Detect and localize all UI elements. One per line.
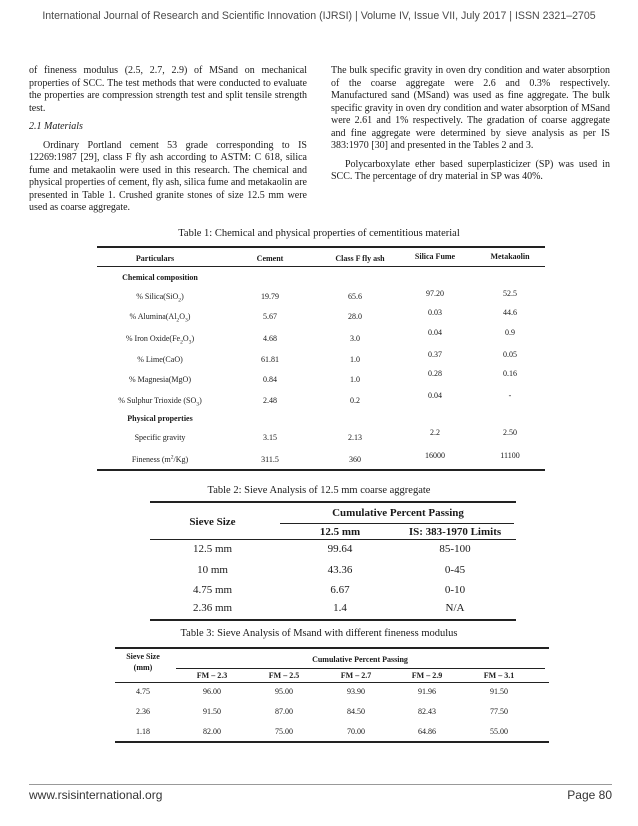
table3-header-unit: (mm)	[133, 663, 153, 672]
table1-header-flyash: Class F fly ash	[335, 254, 385, 263]
table3-cell: 64.86	[418, 727, 436, 736]
table1-cell: 52.5	[503, 289, 517, 298]
table2-cell: 12.5 mm	[192, 543, 233, 555]
table1-header-particulars: Particulars	[135, 254, 175, 263]
table1-row-label: % Sulphur Trioxide $(SO_3)$	[118, 396, 202, 408]
table1-row-label: % Iron $Oxide(Fe_2O_3)$	[125, 334, 195, 346]
table3-cell: 70.00	[347, 727, 365, 736]
table1-cell: 4.68	[263, 334, 277, 343]
table3-cell: 82.00	[203, 727, 221, 736]
table2-cell: 85-100	[439, 543, 471, 555]
table3-cell: 87.00	[275, 707, 293, 716]
table1-cell: 0.37	[428, 350, 442, 359]
table3-top-rule	[115, 647, 549, 649]
left-paragraph-1: of fineness modulus (2.5, 2.7, 2.9) of MSand on mechanical properties of SCC. The test methods that were conducted to evaluate the properties are compression strength test and split tensile strength test.	[29, 65, 307, 114]
table2-cell: 6.67	[330, 584, 350, 596]
table1-header-metakaolin: Metakaolin	[490, 252, 530, 261]
table3-cell: 95.00	[275, 687, 293, 696]
table3-header-fm-2-9: FM – 2.9	[411, 671, 443, 680]
table3-header-sieve-size: Sieve Size	[126, 652, 160, 661]
table1-cell: 65.6	[348, 292, 362, 301]
running-header: International Journal of Research and Scientific Innovation (IJRSI) | Volume IV, Issue VII, July 2017 | ISSN 2321–2705	[42, 10, 596, 22]
table1-row-label: Specific gravity	[134, 433, 186, 442]
table1-cell: 311.5	[261, 455, 279, 464]
footer-rule	[29, 784, 612, 785]
table1-cell: 3.0	[350, 334, 360, 343]
table3-header-cumulative: Cumulative Percent Passing	[312, 655, 408, 664]
footer-website: www.rsisinternational.org	[29, 788, 163, 802]
table3-cell: 77.50	[490, 707, 508, 716]
table2-cell: 1.4	[333, 602, 347, 614]
table1-cell: 0.05	[503, 350, 517, 359]
table1-cell: 2.13	[348, 433, 362, 442]
table1-cell: 44.6	[503, 308, 517, 317]
table3-cell: 4.75	[136, 687, 150, 696]
table1-cell: 0.16	[503, 369, 517, 378]
table1-cell: 0.28	[428, 369, 442, 378]
table2-cell: 43.36	[327, 564, 353, 576]
table1-row-label: % $Alumina(Al_2O_3)$	[129, 312, 191, 324]
table1-cell: 0.04	[428, 391, 442, 400]
table1-row-label: % Magnesia(MgO)	[129, 375, 191, 384]
table1-cell: 0.2	[350, 396, 360, 405]
table1-cell: 2.2	[430, 428, 440, 437]
table2-cell: 0-10	[444, 584, 466, 596]
footer-page-number: Page 80	[567, 788, 612, 802]
table1-cell: 97.20	[426, 289, 444, 298]
table3-caption: Table 3: Sieve Analysis of Msand with different fineness modulus	[180, 628, 458, 639]
table1-cell: 19.79	[261, 292, 279, 301]
table1-cell: 28.0	[348, 312, 362, 321]
table2-cell: 0-45	[444, 564, 466, 576]
table2-caption: Table 2: Sieve Analysis of 12.5 mm coarse aggregate	[207, 485, 431, 496]
table3-cell: 93.90	[347, 687, 365, 696]
table1-group-chemical: Chemical composition	[122, 273, 198, 282]
table1-cell: 5.67	[263, 312, 277, 321]
table1-cell: 1.0	[350, 355, 360, 364]
table1-group-physical: Physical properties	[127, 414, 193, 423]
table3-cell: 1.18	[136, 727, 150, 736]
table1-header-cement: Cement	[256, 254, 284, 263]
table1-cell: 11100	[500, 451, 520, 460]
table3-header-fm-2-3: FM – 2.3	[196, 671, 228, 680]
table3-header-fm-2-7: FM – 2.7	[340, 671, 372, 680]
table1-cell: 0.03	[428, 308, 442, 317]
table2-header-sieve-size: Sieve Size	[189, 516, 236, 528]
table1-cell: 61.81	[261, 355, 279, 364]
table1-row-label: % Lime(CaO)	[137, 355, 183, 364]
table3-header-rule	[115, 682, 549, 683]
section-heading: 2.1 Materials	[29, 121, 83, 132]
table2-header-12-5mm: 12.5 mm	[319, 526, 361, 538]
table3-cell: 82.43	[418, 707, 436, 716]
table3-cell: 2.36	[136, 707, 150, 716]
table1-cell: 360	[349, 455, 361, 464]
table1-row-label: Fineness $(m^2/Kg)$	[131, 454, 189, 464]
table1-header-silica-fume: Silica Fume	[414, 252, 456, 261]
table3-cell: 91.96	[418, 687, 436, 696]
table2-header-cumulative: Cumulative Percent Passing	[332, 507, 464, 519]
table1-row-label: % Silica(SiO$_2$)	[136, 292, 184, 304]
table2-cell: 10 mm	[197, 564, 228, 576]
table2-cell: 99.64	[327, 543, 353, 555]
right-paragraph-2: Polycarboxylate ether based superplasticizer (SP) was used in SCC. The percentage of dry material in SP was 40%.	[331, 158, 610, 182]
table3-cell: 75.00	[275, 727, 293, 736]
table1-cell: 0.84	[263, 375, 277, 384]
table2-cell: 2.36 mm	[192, 602, 233, 614]
table1-cell: 0.9	[505, 328, 515, 337]
table1-cell: -	[508, 391, 512, 400]
table1-cell: 2.50	[503, 428, 517, 437]
table3-header-fm-2-5: FM – 2.5	[268, 671, 300, 680]
table3-cell: 55.00	[490, 727, 508, 736]
table2-cell: N/A	[445, 602, 465, 614]
table1-cell: 2.48	[263, 396, 277, 405]
table2-cell: 4.75 mm	[192, 584, 233, 596]
table3-cell: 96.00	[203, 687, 221, 696]
table3-cell: 91.50	[203, 707, 221, 716]
table1-caption: Table 1: Chemical and physical properties of cementitious material	[178, 228, 460, 239]
table3-header-midrule	[176, 668, 545, 669]
table1-cell: 3.15	[263, 433, 277, 442]
table1-cell: 0.04	[428, 328, 442, 337]
table1-cell: 16000	[425, 451, 445, 460]
table3-bottom-rule	[115, 741, 549, 743]
table3-cell: 91.50	[490, 687, 508, 696]
table2-header-is-limits: IS: 383-1970 Limits	[408, 526, 502, 538]
table3-cell: 84.50	[347, 707, 365, 716]
right-paragraph-1: The bulk specific gravity in oven dry condition and water absorption of the coarse aggregate were 2.6 and 0.3% respectively. Manufactured sand (MSand) was used as fine aggregate. The bulk specific gravity in oven dry condition and water absorption of MSand were 2.61 and 1% respectively. The gradation of coarse aggregate and fine aggregate were determined by sieve analysis as per IS 383:1970 [30] and presented in the Tables 2 and 3.	[331, 65, 610, 151]
left-paragraph-2: Ordinary Portland cement 53 grade corresponding to IS 12269:1987 [29], class F fly ash according to ASTM: C 618, silica fume and metakaolin were used in this research. The chemical and physical properties of cement, fly ash, silica fume and metakaolin are presented in Table 1. Crushed granite stones of size 12.5 mm were used as coarse aggregate.	[29, 139, 307, 213]
table3-header-fm-3-1: FM – 3.1	[483, 671, 515, 680]
table1-cell: 1.0	[350, 375, 360, 384]
